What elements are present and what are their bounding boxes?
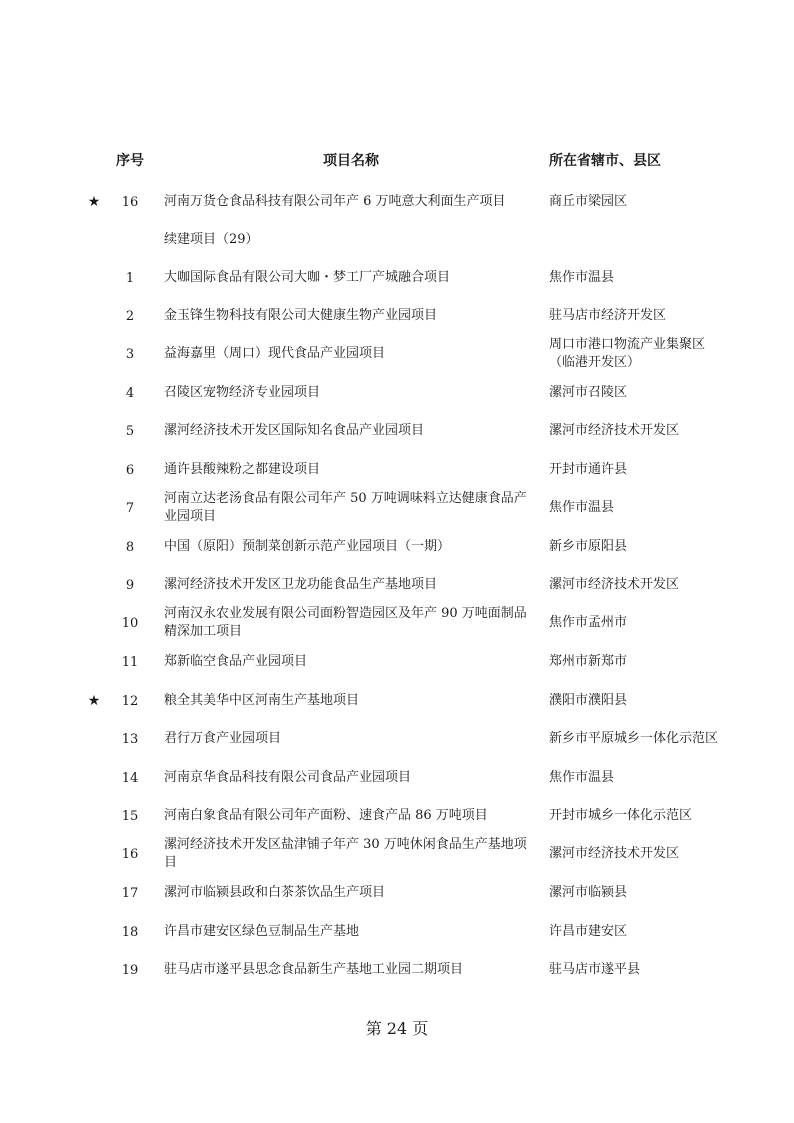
header-no: 序号 [116,153,144,169]
row-number: 18 [121,925,139,940]
row-number: 10 [121,616,139,631]
header-name: 项目名称 [323,153,379,169]
project-location: 漯河市经济技术开发区 [549,423,680,438]
row-number: 2 [125,309,135,324]
project-name: 君行万食产业园项目 [164,731,282,746]
project-location: 新乡市原阳县 [549,539,628,554]
key-project-star-icon: ★ [87,194,101,210]
project-location: 漯河市临颍县 [549,885,628,900]
project-location: 焦作市温县 [549,270,615,285]
row-number: 5 [125,424,135,439]
project-location: 濮阳市濮阳县 [549,693,628,708]
project-name: 河南万货仓食品科技有限公司年产 6 万吨意大利面生产项目 [164,194,506,209]
table-row [0,759,794,797]
table-row [0,951,794,989]
table-row [0,604,794,642]
project-name: 中国（原阳）预制菜创新示范产业园项目（一期） [164,539,451,554]
row-number: 1 [125,271,135,286]
project-location: 焦作市孟州市 [549,615,628,630]
row-number: 4 [125,386,135,401]
project-name: 河南立达老汤食品有限公司年产 50 万吨调味料立达健康食品产业园项目 [164,491,527,524]
project-name: 许昌市建安区绿色豆制品生产基地 [164,924,360,939]
project-name: 粮全其美华中区河南生产基地项目 [164,693,360,708]
project-name: 河南汉永农业发展有限公司面粉智造园区及年产 90 万吨面制品精深加工项目 [164,606,527,639]
row-number: 7 [125,501,135,516]
table-row [0,412,794,450]
project-location: 商丘市梁园区 [549,194,628,209]
project-name: 漯河经济技术开发区盐津铺子年产 30 万吨休闲食品生产基地项目 [164,837,527,870]
table-row [0,489,794,527]
project-location: 开封市城乡一体化示范区 [549,808,693,823]
project-location: 焦作市温县 [549,500,615,515]
table-row [0,221,794,259]
project-location: 驻马店市经济开发区 [549,308,667,323]
row-number: 3 [125,347,135,362]
table-row [0,374,794,412]
project-location: 焦作市温县 [549,770,615,785]
table-row [0,451,794,489]
project-location: 周口市港口物流产业集聚区（临港开发区） [549,337,706,370]
row-number: 12 [121,694,139,709]
project-name: 通许县酸辣粉之都建设项目 [164,462,321,477]
project-location: 开封市通许县 [549,462,628,477]
row-number: 14 [121,771,139,786]
project-name: 大咖国际食品有限公司大咖・梦工厂产城融合项目 [164,270,451,285]
page-number: 第 24 页 [365,1019,429,1038]
row-number: 15 [121,809,139,824]
project-location: 漯河市召陵区 [549,385,628,400]
project-name: 漯河市临颍县政和白茶茶饮品生产项目 [164,885,386,900]
project-location: 漯河市经济技术开发区 [549,846,680,861]
table-row [0,797,794,835]
table-row [0,259,794,297]
project-name: 驻马店市遂平县思念食品新生产基地工业园二期项目 [164,962,464,977]
table-row [0,643,794,681]
project-name: 益海嘉里（周口）现代食品产业园项目 [164,346,386,361]
row-number: 8 [125,540,135,555]
project-name: 河南白象食品有限公司年产面粉、速食产品 86 万吨项目 [164,808,488,823]
row-number: 13 [121,732,139,747]
project-name: 郑新临空食品产业园项目 [164,654,308,669]
table-row [0,297,794,335]
table-row [0,682,794,720]
row-number: 16 [121,195,139,210]
table-row [0,720,794,758]
table-row [0,913,794,951]
row-number: 19 [121,963,139,978]
row-number: 17 [121,886,139,901]
project-location: 许昌市建安区 [549,924,628,939]
key-project-star-icon: ★ [87,693,101,709]
table-row [0,874,794,912]
table-row [0,335,794,373]
row-number: 6 [125,463,135,478]
project-location: 驻马店市遂平县 [549,962,641,977]
project-name: 漯河经济技术开发区国际知名食品产业园项目 [164,423,425,438]
table-row [0,566,794,604]
row-number: 11 [121,655,139,670]
table-row [0,835,794,873]
project-name: 河南京华食品科技有限公司食品产业园项目 [164,770,412,785]
project-name: 漯河经济技术开发区卫龙功能食品生产基地项目 [164,577,438,592]
table-row [0,528,794,566]
project-location: 漯河市经济技术开发区 [549,577,680,592]
header-location: 所在省辖市、县区 [549,153,661,169]
project-location: 郑州市新郑市 [549,654,628,669]
project-name: 召陵区宠物经济专业园项目 [164,385,321,400]
row-number: 16 [121,847,139,862]
project-name: 续建项目（29） [164,232,259,247]
table-row [0,183,794,221]
row-number: 9 [125,578,135,593]
project-name: 金玉锋生物科技有限公司大健康生物产业园项目 [164,308,438,323]
project-location: 新乡市平原城乡一体化示范区 [549,731,719,746]
